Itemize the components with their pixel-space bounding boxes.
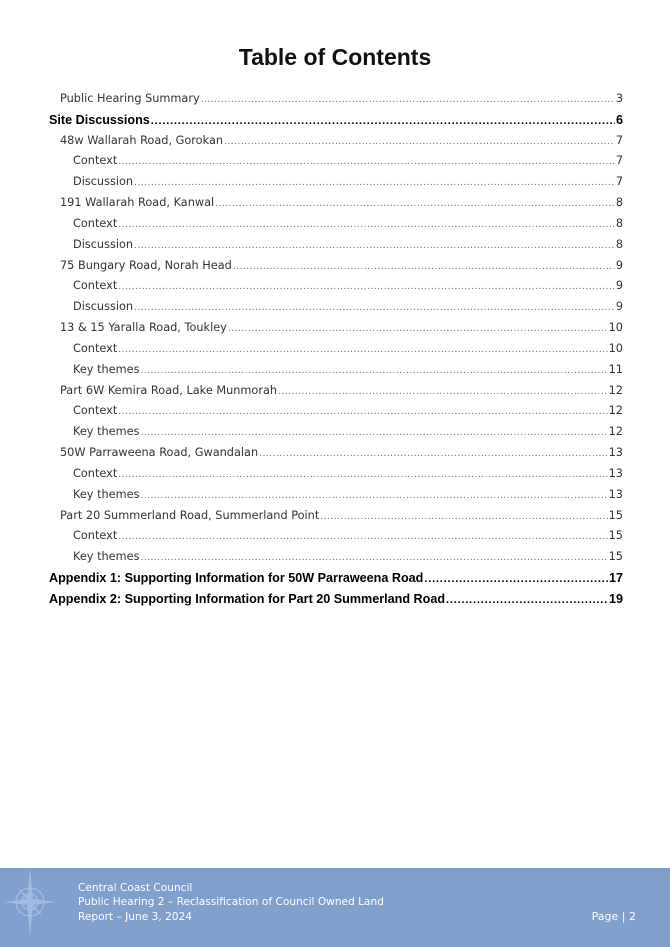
toc-page-number: 15 [608, 529, 623, 543]
toc-page-number: 15 [608, 550, 623, 564]
toc-entry-text: Appendix 1: Supporting Information for 50W Parraweena Road [49, 571, 424, 586]
toc-page-number: 17 [608, 571, 623, 586]
toc-entry[interactable] [49, 256, 623, 277]
toc-entry[interactable] [49, 214, 623, 235]
toc-leader [118, 340, 607, 361]
toc-page-number: 3 [615, 92, 623, 105]
toc-leader [446, 590, 608, 611]
toc-leader [259, 444, 608, 465]
toc-entry-text: Site Discussions [49, 112, 150, 127]
toc-entry[interactable] [49, 547, 623, 568]
toc-entry[interactable] [49, 422, 623, 443]
toc-leader [233, 257, 615, 278]
toc-entry[interactable] [49, 172, 623, 193]
toc-entry[interactable] [49, 110, 623, 131]
toc-page-number: 7 [615, 154, 623, 168]
toc-page-number: 13 [608, 446, 623, 460]
footer-document-title: Public Hearing 2 – Reclassification of Council Owned Land [78, 896, 384, 909]
toc-entry[interactable] [49, 443, 623, 464]
toc-page-number: 8 [615, 237, 623, 251]
toc-page-number: 10 [608, 341, 623, 355]
toc-entry[interactable] [49, 485, 623, 506]
toc-entry-text: 48w Wallarah Road, Gorokan [60, 133, 224, 147]
toc-page-number: 7 [615, 175, 623, 189]
toc-page-number: 15 [608, 508, 623, 522]
toc-entry[interactable] [49, 89, 623, 110]
footer-report-date: Report – June 3, 2024 [78, 910, 193, 923]
toc-leader [320, 507, 607, 528]
toc-entry[interactable] [49, 589, 623, 610]
toc-entry-text: Key themes [73, 487, 140, 501]
toc-entry[interactable] [49, 360, 623, 381]
toc-entry[interactable] [49, 131, 623, 152]
toc-leader [215, 194, 615, 215]
toc-entry-text: Key themes [73, 362, 140, 376]
toc-entry-text: Public Hearing Summary [60, 92, 200, 105]
toc-entry-text: Part 20 Summerland Road, Summerland Point [60, 508, 320, 522]
toc-entry-text: Context [73, 404, 118, 418]
toc-entry[interactable] [49, 151, 623, 172]
toc-entry[interactable] [49, 193, 623, 214]
toc-leader [118, 152, 615, 173]
toc-entry-text: Context [73, 529, 118, 543]
compass-star-logo-icon [4, 856, 60, 946]
toc-page-number: 8 [615, 216, 623, 230]
toc-page-number: 12 [608, 425, 623, 439]
toc-leader [134, 173, 615, 194]
toc-leader [278, 382, 608, 403]
toc-entry-text: Appendix 2: Supporting Information for Part 20 Summerland Road [49, 591, 446, 606]
toc-leader [118, 527, 607, 548]
toc-entry[interactable] [49, 235, 623, 256]
toc-entry-text: Context [73, 154, 118, 168]
toc-leader [118, 277, 615, 298]
toc-entry[interactable] [49, 381, 623, 402]
toc-entry[interactable] [49, 464, 623, 485]
toc-page-number: 11 [608, 362, 623, 376]
table-of-contents [49, 89, 623, 610]
toc-entry[interactable] [49, 318, 623, 339]
toc-page-number: 13 [608, 487, 623, 501]
toc-leader [224, 132, 615, 153]
toc-entry[interactable] [49, 526, 623, 547]
toc-page-number: 12 [608, 383, 623, 397]
toc-leader [228, 319, 608, 340]
toc-leader [118, 402, 607, 423]
toc-entry-text: Discussion [73, 237, 134, 251]
toc-page-number: 13 [608, 466, 623, 480]
toc-entry-text: Discussion [73, 300, 134, 314]
toc-entry[interactable] [49, 568, 623, 589]
toc-leader [201, 90, 615, 111]
toc-leader [140, 423, 607, 444]
toc-page-number: 9 [615, 258, 623, 272]
toc-page-number: 10 [608, 321, 623, 335]
toc-entry[interactable] [49, 276, 623, 297]
toc-leader [134, 236, 615, 257]
toc-entry-text: 50W Parraweena Road, Gwandalan [60, 446, 259, 460]
toc-leader [151, 111, 615, 132]
toc-page-number: 9 [615, 279, 623, 293]
toc-entry-text: Context [73, 341, 118, 355]
toc-entry-text: Part 6W Kemira Road, Lake Munmorah [60, 383, 278, 397]
toc-leader [140, 548, 607, 569]
toc-entry-text: 191 Wallarah Road, Kanwal [60, 196, 215, 210]
toc-entry-text: 13 & 15 Yaralla Road, Toukley [60, 321, 227, 335]
toc-entry[interactable] [49, 339, 623, 360]
toc-entry-text: Key themes [73, 425, 140, 439]
toc-entry-text: Discussion [73, 175, 134, 189]
toc-page-number: 6 [615, 112, 623, 127]
footer-info [78, 881, 384, 924]
toc-page-number: 8 [615, 196, 623, 210]
page-title: Table of Contents [238, 44, 432, 70]
toc-leader [424, 569, 608, 590]
toc-page-number: 7 [615, 133, 623, 147]
toc-entry-text: Context [73, 466, 118, 480]
toc-leader [140, 486, 607, 507]
toc-page-number: 12 [608, 404, 623, 418]
footer-page-number: Page | 2 [591, 910, 636, 923]
toc-entry-text: Key themes [73, 550, 140, 564]
toc-entry[interactable] [49, 401, 623, 422]
toc-entry[interactable] [49, 506, 623, 527]
toc-entry-text: Context [73, 279, 118, 293]
page-footer [0, 868, 670, 947]
toc-entry-text: Context [73, 216, 118, 230]
toc-entry-text: 75 Bungary Road, Norah Head [60, 258, 232, 272]
toc-page-number: 9 [615, 300, 623, 314]
toc-leader [140, 361, 607, 382]
toc-entry[interactable] [49, 297, 623, 318]
toc-leader [118, 215, 615, 236]
toc-leader [118, 465, 607, 486]
toc-leader [134, 298, 615, 319]
toc-page-number: 19 [608, 591, 623, 606]
footer-organization: Central Coast Council [78, 882, 193, 894]
